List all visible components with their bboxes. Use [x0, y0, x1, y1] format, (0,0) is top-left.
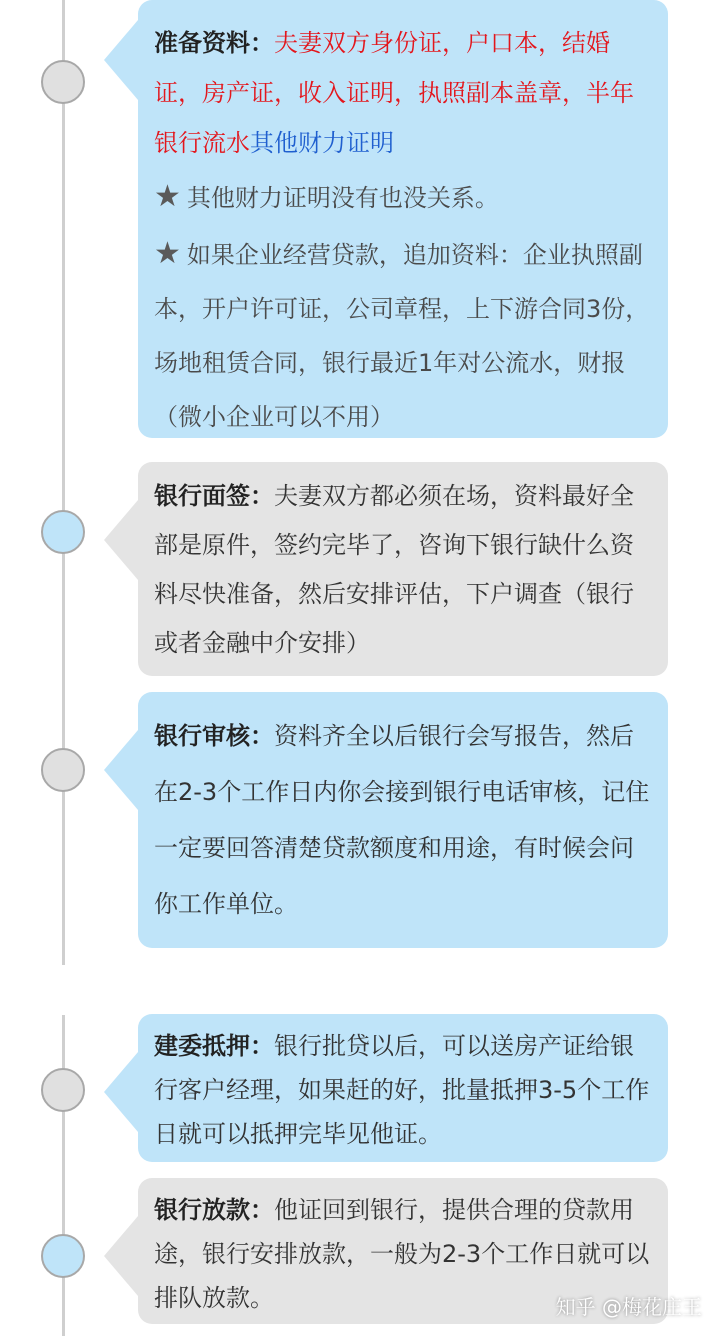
step-5-title: 银行放款： [154, 1196, 274, 1224]
timeline-dot-3 [41, 748, 85, 792]
step-3-title: 银行审核： [154, 722, 274, 750]
step-card-mortgage-registration [138, 1014, 668, 1162]
star-icon: ★ [154, 236, 181, 271]
step-1-title: 准备资料： [154, 29, 274, 57]
step-3-text: 资料齐全以后银行会写报告，然后在2-3个工作日内你会接到银行电话审核，记住一定要回答清楚贷款额度和用途，有时候会问你工作单位。 [154, 722, 650, 918]
step-2-text: 夫妻双方都必须在场，资料最好全部是原件，签约完毕了，咨询下银行缺什么资料尽快准备，然后安排评估，下户调查（银行或者金融中介安排） [154, 482, 634, 657]
step-4-title: 建委抵押： [154, 1032, 274, 1060]
step-1-red-text: 夫妻双方身份证，户口本，结婚证，房产证，收入证明，执照副本盖章，半年银行流水 [154, 29, 634, 157]
timeline-dot-4 [41, 1068, 85, 1112]
timeline-dot-1 [41, 60, 85, 104]
watermark: 知乎 @梅花庄王 [555, 1295, 702, 1319]
timeline-dot-5 [41, 1234, 85, 1278]
step-1-blue-text: 其他财力证明 [250, 129, 394, 157]
step-1-note-1 [154, 172, 654, 223]
step-card-bank-signing [138, 462, 668, 676]
step-2-title: 银行面签： [154, 482, 274, 510]
step-1-note-2 [154, 227, 654, 444]
step-4-text: 银行批贷以后，可以送房产证给银行客户经理，如果赶的好，批量抵押3-5个工作日就可以抵押完毕见他证。 [154, 1032, 650, 1148]
step-5-text: 他证回到银行，提供合理的贷款用途，银行安排放款，一般为2-3个工作日就可以排队放款。 [154, 1196, 650, 1312]
step-1-main [154, 18, 654, 168]
timeline-line-bottom [62, 1015, 65, 1336]
timeline-dot-2 [41, 510, 85, 554]
step-1-note-1-text: 其他财力证明没有也没关系。 [186, 184, 499, 212]
step-1-note-2-text: 如果企业经营贷款，追加资料：企业执照副本，开户许可证，公司章程，上下游合同3份，场地租赁合同，银行最近1年对公流水，财报（微小企业可以不用） [154, 241, 650, 431]
step-card-prepare-documents [138, 0, 668, 438]
step-card-bank-review [138, 692, 668, 948]
timeline-line-top [62, 0, 65, 965]
star-icon: ★ [154, 179, 181, 214]
